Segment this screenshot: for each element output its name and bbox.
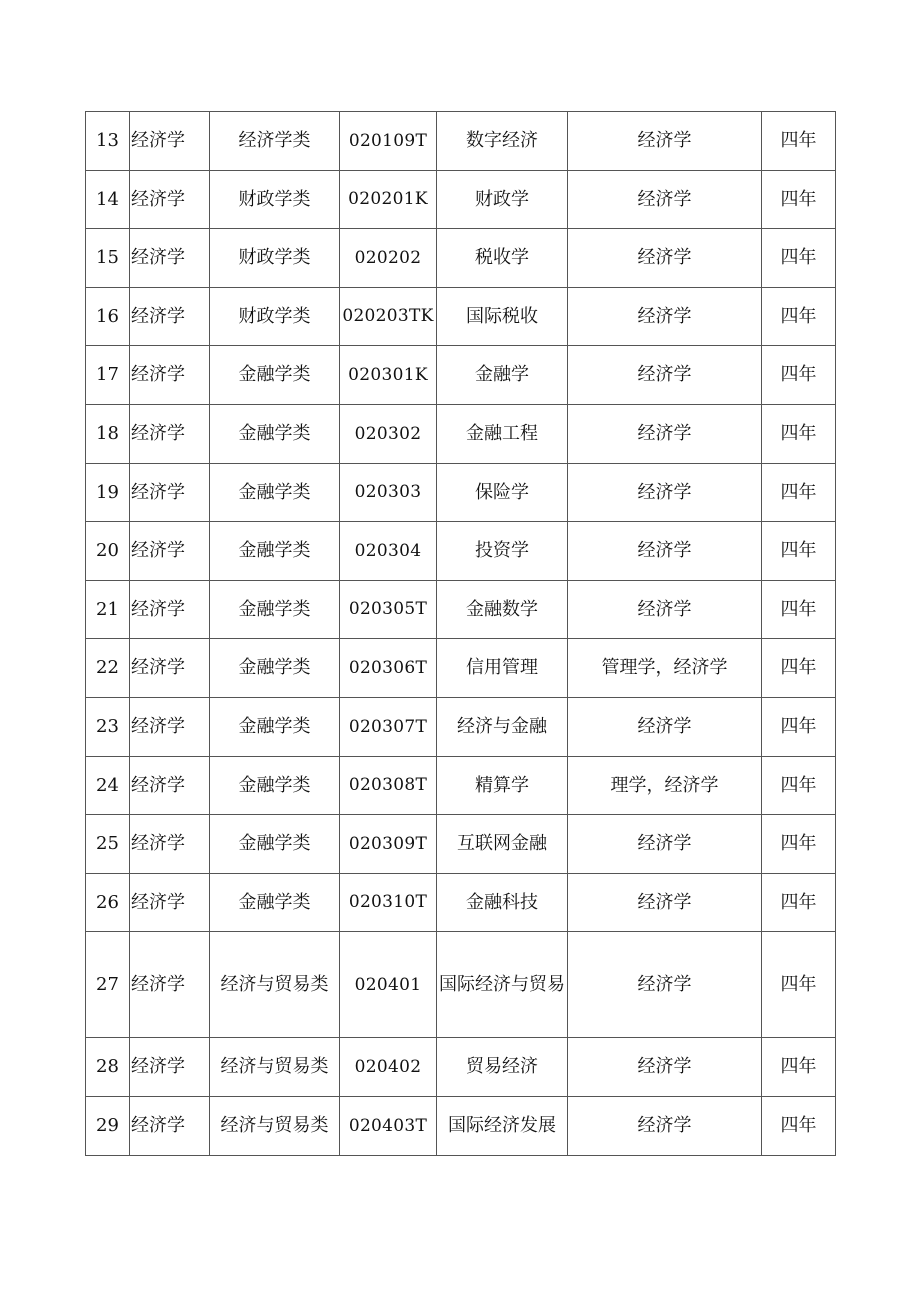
major-class: 金融学类 [210, 697, 340, 756]
major-name: 数字经济 [437, 112, 568, 171]
major-class: 财政学类 [210, 229, 340, 288]
major-name: 金融工程 [437, 404, 568, 463]
degree-type: 经济学 [568, 932, 762, 1038]
degree-type: 经济学 [568, 522, 762, 581]
row-number: 13 [86, 112, 130, 171]
major-class: 经济与贸易类 [210, 1038, 340, 1097]
discipline-category: 经济学 [130, 463, 210, 522]
discipline-category: 经济学 [130, 1038, 210, 1097]
study-years: 四年 [762, 580, 836, 639]
degree-type: 经济学 [568, 404, 762, 463]
discipline-category: 经济学 [130, 932, 210, 1038]
row-number: 18 [86, 404, 130, 463]
row-number: 15 [86, 229, 130, 288]
degree-type: 经济学 [568, 229, 762, 288]
major-name: 金融学 [437, 346, 568, 405]
table-row [86, 170, 836, 229]
row-number: 20 [86, 522, 130, 581]
row-number: 29 [86, 1096, 130, 1155]
major-class: 金融学类 [210, 346, 340, 405]
table-body [86, 112, 836, 1156]
major-code: 020309T [340, 815, 437, 874]
table-row [86, 1038, 836, 1097]
study-years: 四年 [762, 287, 836, 346]
discipline-category: 经济学 [130, 580, 210, 639]
table-row [86, 346, 836, 405]
degree-type: 经济学 [568, 697, 762, 756]
discipline-category: 经济学 [130, 873, 210, 932]
degree-type: 经济学 [568, 112, 762, 171]
major-class: 金融学类 [210, 463, 340, 522]
major-name: 金融数学 [437, 580, 568, 639]
discipline-category: 经济学 [130, 697, 210, 756]
row-number: 26 [86, 873, 130, 932]
discipline-category: 经济学 [130, 346, 210, 405]
major-class: 金融学类 [210, 639, 340, 698]
row-number: 19 [86, 463, 130, 522]
discipline-category: 经济学 [130, 112, 210, 171]
major-class: 金融学类 [210, 404, 340, 463]
major-name: 国际经济发展 [437, 1096, 568, 1155]
table-row [86, 112, 836, 171]
degree-type: 经济学 [568, 580, 762, 639]
major-class: 金融学类 [210, 580, 340, 639]
discipline-category: 经济学 [130, 287, 210, 346]
major-name: 金融科技 [437, 873, 568, 932]
major-code: 020302 [340, 404, 437, 463]
table-row [86, 697, 836, 756]
row-number: 24 [86, 756, 130, 815]
major-name: 保险学 [437, 463, 568, 522]
study-years: 四年 [762, 346, 836, 405]
row-number: 28 [86, 1038, 130, 1097]
table-row [86, 404, 836, 463]
major-name: 国际经济与贸易 [437, 932, 568, 1038]
table-row [86, 463, 836, 522]
majors-table [85, 111, 836, 1156]
discipline-category: 经济学 [130, 815, 210, 874]
study-years: 四年 [762, 522, 836, 581]
table-row [86, 873, 836, 932]
major-class: 经济与贸易类 [210, 1096, 340, 1155]
degree-type: 经济学 [568, 463, 762, 522]
major-class: 经济与贸易类 [210, 932, 340, 1038]
study-years: 四年 [762, 112, 836, 171]
discipline-category: 经济学 [130, 170, 210, 229]
major-class: 财政学类 [210, 287, 340, 346]
discipline-category: 经济学 [130, 1096, 210, 1155]
study-years: 四年 [762, 756, 836, 815]
discipline-category: 经济学 [130, 229, 210, 288]
major-code: 020306T [340, 639, 437, 698]
major-name: 互联网金融 [437, 815, 568, 874]
degree-type: 经济学 [568, 346, 762, 405]
major-class: 金融学类 [210, 522, 340, 581]
major-name: 经济与金融 [437, 697, 568, 756]
study-years: 四年 [762, 170, 836, 229]
row-number: 27 [86, 932, 130, 1038]
major-code: 020304 [340, 522, 437, 581]
degree-type: 理学，经济学 [568, 756, 762, 815]
table-row [86, 522, 836, 581]
major-code: 020403T [340, 1096, 437, 1155]
major-class: 财政学类 [210, 170, 340, 229]
major-code: 020307T [340, 697, 437, 756]
row-number: 16 [86, 287, 130, 346]
row-number: 17 [86, 346, 130, 405]
table-row [86, 815, 836, 874]
major-name: 财政学 [437, 170, 568, 229]
major-class: 经济学类 [210, 112, 340, 171]
major-name: 信用管理 [437, 639, 568, 698]
degree-type: 经济学 [568, 873, 762, 932]
study-years: 四年 [762, 1096, 836, 1155]
degree-type: 管理学，经济学 [568, 639, 762, 698]
degree-type: 经济学 [568, 287, 762, 346]
table-row [86, 756, 836, 815]
major-name: 税收学 [437, 229, 568, 288]
discipline-category: 经济学 [130, 639, 210, 698]
row-number: 25 [86, 815, 130, 874]
table-row [86, 639, 836, 698]
row-number: 14 [86, 170, 130, 229]
study-years: 四年 [762, 873, 836, 932]
major-name: 精算学 [437, 756, 568, 815]
major-code: 020303 [340, 463, 437, 522]
major-name: 投资学 [437, 522, 568, 581]
major-class: 金融学类 [210, 815, 340, 874]
discipline-category: 经济学 [130, 404, 210, 463]
study-years: 四年 [762, 932, 836, 1038]
major-code: 020310T [340, 873, 437, 932]
row-number: 21 [86, 580, 130, 639]
study-years: 四年 [762, 404, 836, 463]
discipline-category: 经济学 [130, 522, 210, 581]
major-code: 020402 [340, 1038, 437, 1097]
table-row [86, 1096, 836, 1155]
degree-type: 经济学 [568, 1038, 762, 1097]
row-number: 22 [86, 639, 130, 698]
table-row [86, 580, 836, 639]
major-code: 020301K [340, 346, 437, 405]
major-code: 020203TK [340, 287, 437, 346]
study-years: 四年 [762, 697, 836, 756]
table-row [86, 287, 836, 346]
study-years: 四年 [762, 815, 836, 874]
major-name: 国际税收 [437, 287, 568, 346]
table-row [86, 229, 836, 288]
table-row [86, 932, 836, 1038]
study-years: 四年 [762, 229, 836, 288]
row-number: 23 [86, 697, 130, 756]
study-years: 四年 [762, 639, 836, 698]
degree-type: 经济学 [568, 170, 762, 229]
major-code: 020201K [340, 170, 437, 229]
major-name: 贸易经济 [437, 1038, 568, 1097]
study-years: 四年 [762, 463, 836, 522]
major-code: 020308T [340, 756, 437, 815]
study-years: 四年 [762, 1038, 836, 1097]
major-code: 020401 [340, 932, 437, 1038]
discipline-category: 经济学 [130, 756, 210, 815]
major-class: 金融学类 [210, 873, 340, 932]
degree-type: 经济学 [568, 815, 762, 874]
major-code: 020202 [340, 229, 437, 288]
major-class: 金融学类 [210, 756, 340, 815]
degree-type: 经济学 [568, 1096, 762, 1155]
major-code: 020109T [340, 112, 437, 171]
major-code: 020305T [340, 580, 437, 639]
